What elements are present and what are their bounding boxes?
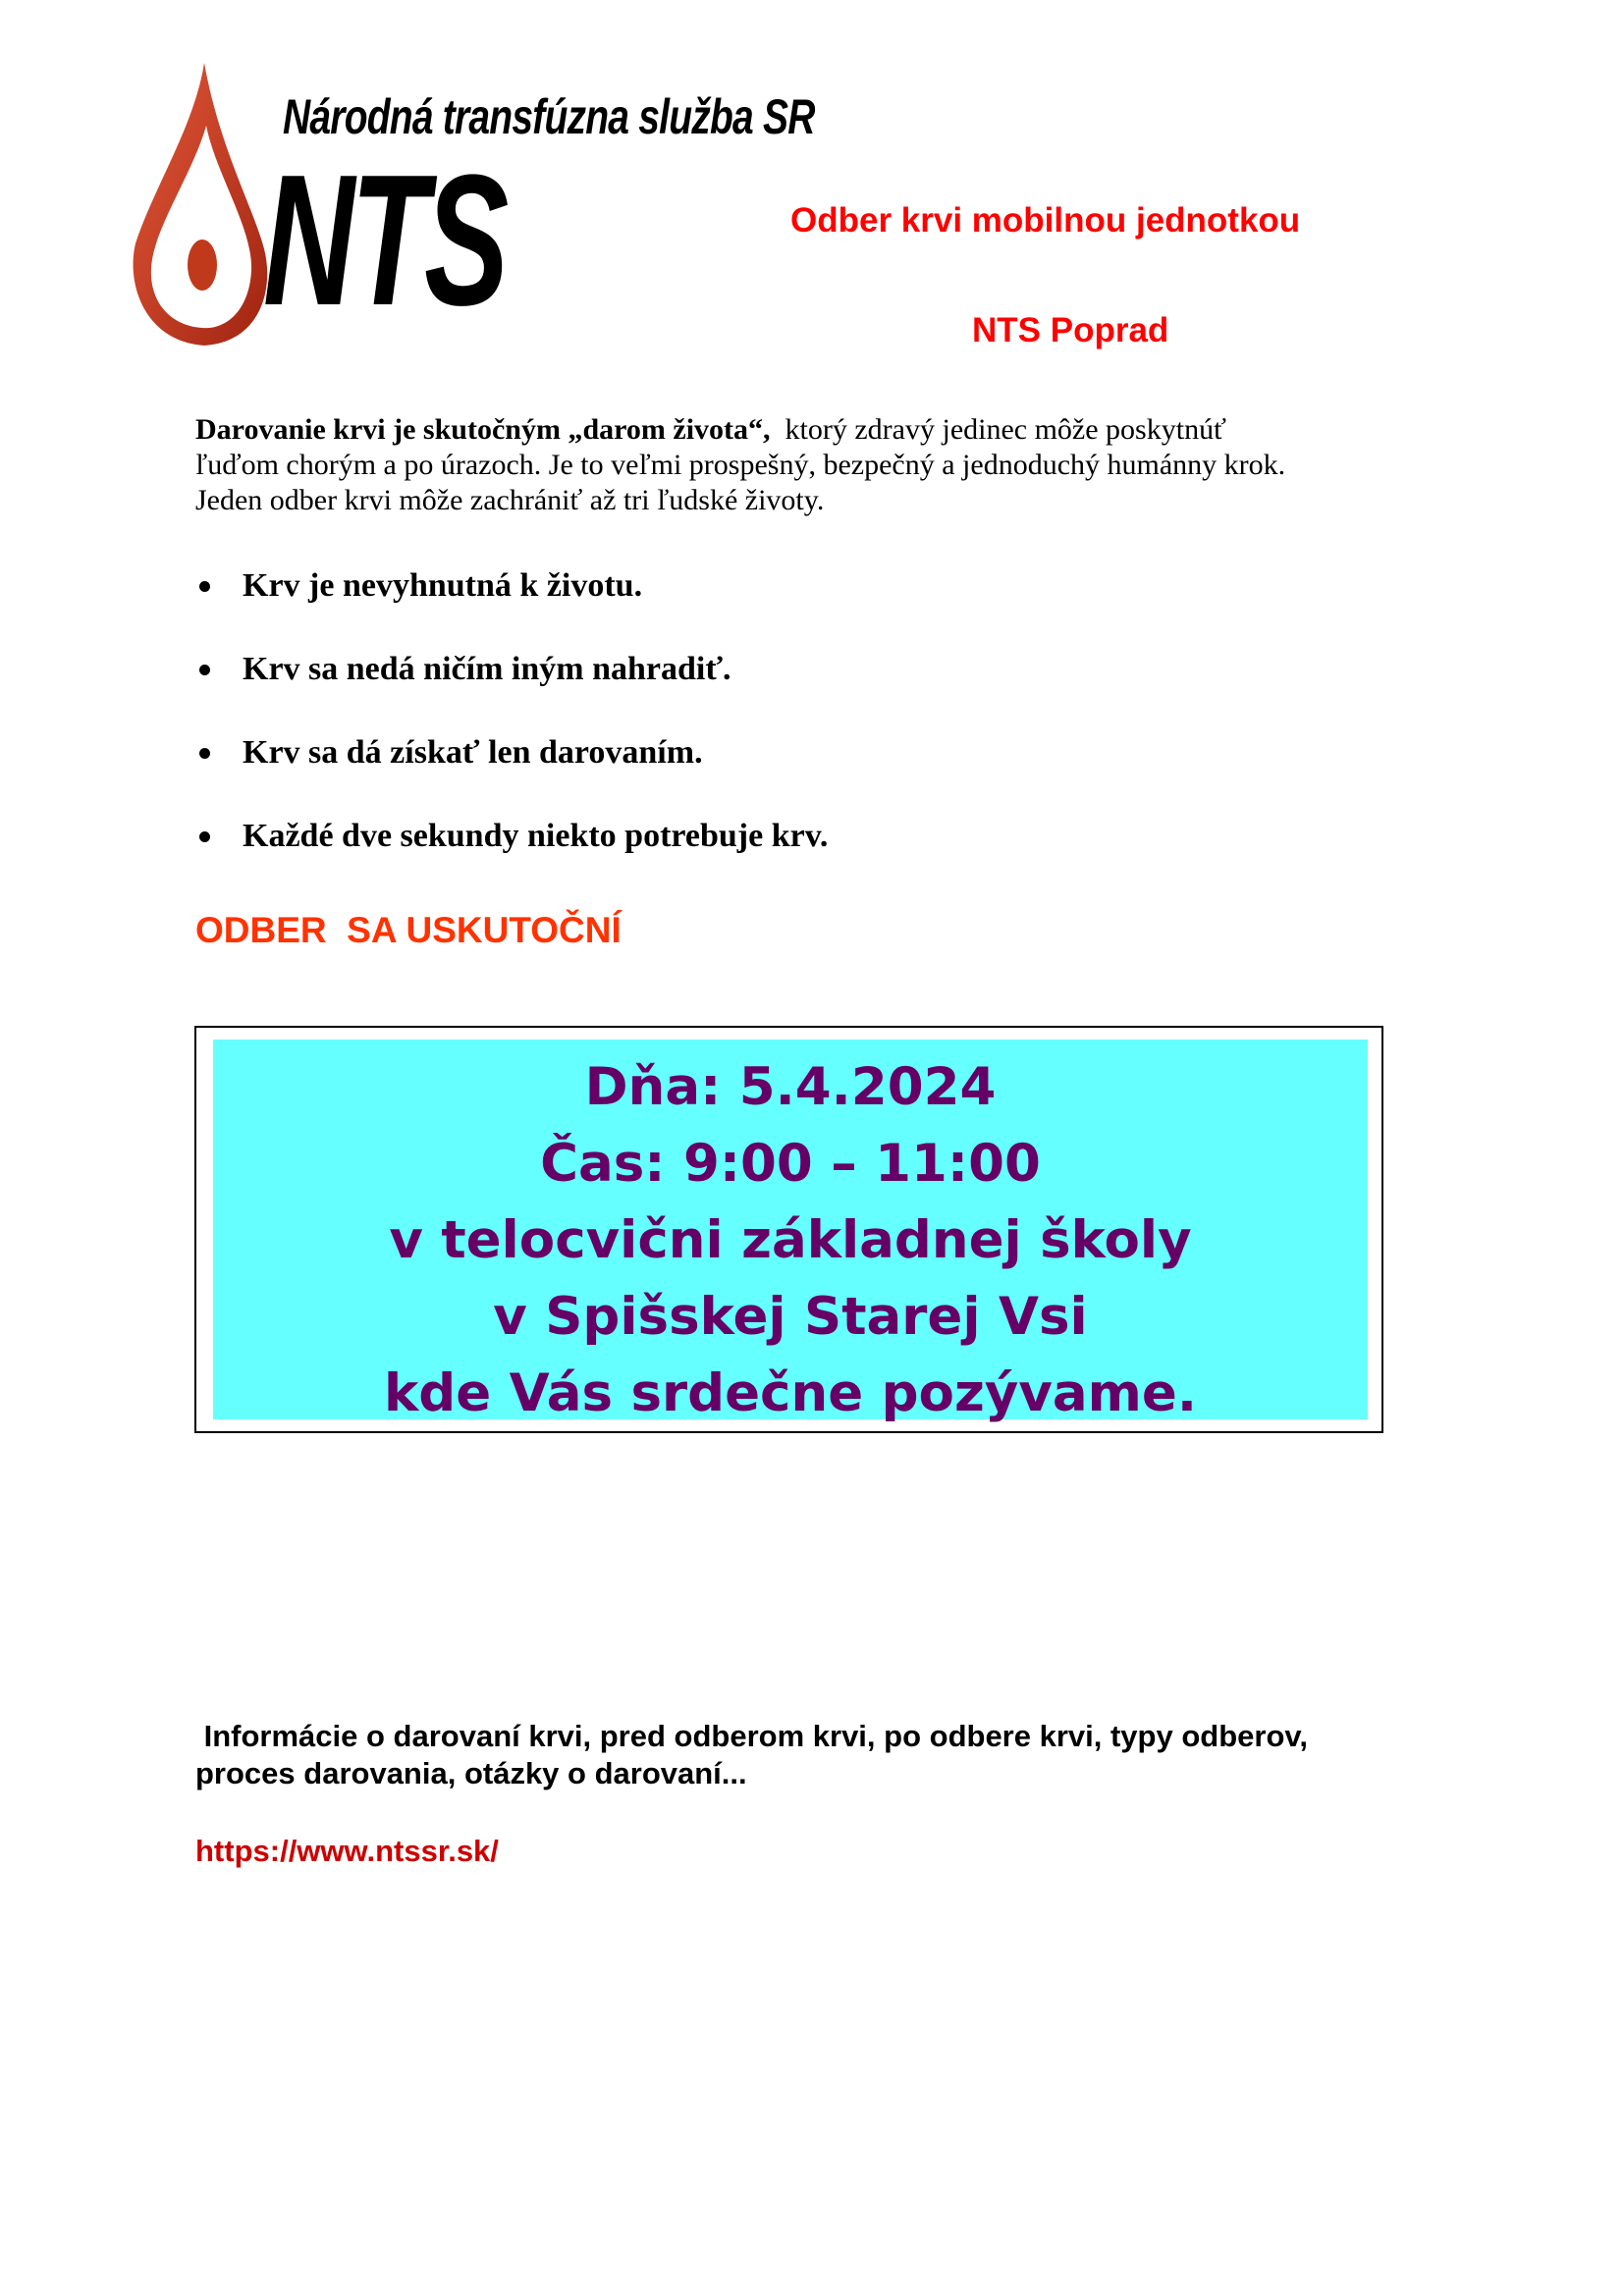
logo-organization-name: Národná transfúzna služba SR [283, 89, 815, 144]
info-paragraph [195, 1718, 1308, 1792]
info-line-1: Informácie o darovaní krvi, pred odberom krvi, po odbere krvi, typy odberov, [195, 1719, 1308, 1753]
event-time: Čas: 9:00 – 11:00 [540, 1134, 1041, 1194]
event-place-line-2: v Spišskej Starej Vsi [493, 1287, 1088, 1347]
fact-text: Krv je nevyhnutná k životu. [243, 567, 643, 604]
event-date: Dňa: 5.4.2024 [584, 1057, 997, 1117]
fact-text: Krv sa dá získať len darovaním. [243, 734, 703, 771]
fact-text: Každé dve sekundy niekto potrebuje krv. [243, 818, 829, 854]
blood-drop-icon [126, 57, 273, 351]
bullet-icon [199, 831, 210, 842]
logo-abbreviation: NTS [263, 136, 506, 345]
odber-heading: ODBER SA USKUTOČNÍ [195, 910, 622, 950]
list-item [195, 734, 828, 818]
list-item [195, 651, 828, 734]
nts-logo [126, 51, 815, 355]
page-subtitle: NTS Poprad [972, 311, 1169, 349]
bullet-icon [199, 581, 210, 592]
list-item [195, 818, 828, 901]
facts-list [195, 567, 828, 901]
intro-line-2: ľuďom chorým a po úrazoch. Je to veľmi prospešný, bezpečný a jednoduchý humánny krok. [195, 449, 1286, 481]
fact-text: Krv sa nedá ničím iným nahradiť. [243, 651, 731, 687]
info-line-2: proces darovania, otázky o darovaní... [195, 1756, 747, 1790]
event-details-box [213, 1040, 1368, 1423]
ntssr-website-link[interactable]: https://www.ntssr.sk/ [195, 1834, 499, 1868]
bullet-icon [199, 748, 210, 759]
intro-bold-lead: Darovanie krvi je skutočným „darom života“, [195, 413, 771, 446]
intro-line-3: Jeden odber krvi môže zachrániť až tri ľudské životy. [195, 484, 825, 516]
intro-line-1 [195, 412, 1472, 448]
intro-line-1-rest: ktorý zdravý jedinec môže poskytnúť [770, 413, 1226, 446]
page-title: Odber krvi mobilnou jednotkou [790, 201, 1301, 240]
event-place-line-1: v telocvični základnej školy [389, 1210, 1192, 1270]
bullet-icon [199, 665, 210, 675]
list-item [195, 567, 828, 651]
event-details-frame [194, 1026, 1383, 1433]
intro-paragraph [195, 412, 1472, 518]
event-invitation: kde Vás srdečne pozývame. [384, 1363, 1197, 1423]
